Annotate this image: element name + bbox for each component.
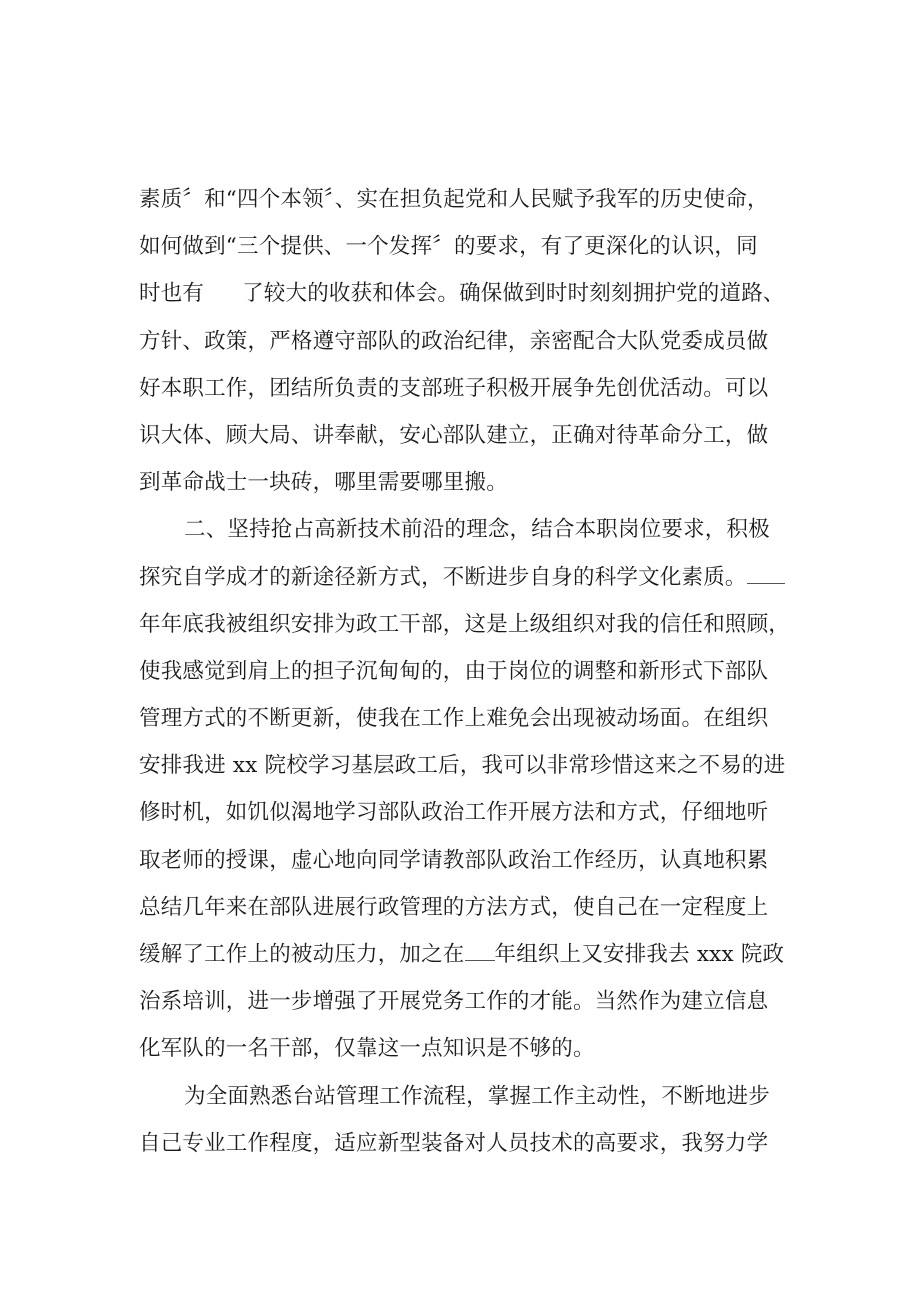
text-segment: 年组织上又安排我去 xxx 院政 [494, 942, 785, 967]
paragraph-start-line: 二、坚持抢占高新技术前沿的理念，结合本职岗位要求，积极 [184, 517, 770, 543]
text-line: 好本职工作，团结所负责的支部班子积极开展争先创优活动。可以 [139, 375, 769, 401]
text-segment: 探究自学成才的新途径新方式，不断进步自身的科学文化素质。 [139, 564, 747, 590]
text-segment: 了较大的收获和体会。确保做到时时刻刻拥护党的道路、 [242, 281, 785, 307]
text-line: 使我感觉到肩上的担子沉甸甸的，由于岗位的调整和新形式下部队 [139, 658, 769, 684]
text-line: 识大体、顾大局、讲奉献，安心部队建立，正确对待革命分工，做 [139, 422, 769, 448]
text-line: 素质〞和“四个本领〞、实在担负起党和人民赋予我军的历史使命， [139, 187, 769, 212]
text-line: 取老师的授课，虚心地向同学请教部队政治工作经历，认真地积累 [139, 847, 769, 873]
text-segment: 缓解了工作上的被动压力，加之在 [139, 942, 465, 967]
text-line [139, 270, 784, 317]
text-line: 安排我进 xx 院校学习基层政工后，我可以非常珍惜这来之不易的进 [139, 753, 786, 779]
text-line: 到革命战士一块砖，哪里需要哪里搬。 [139, 470, 508, 496]
text-segment: 时也有 [139, 281, 205, 307]
text-line: 如何做到“三个提供、一个发挥〞的要求，有了更深化的认识，同 [139, 234, 758, 260]
text-line: 总结几年来在部队进展行政管理的方法方式，使自己在一定程度上 [139, 894, 769, 920]
text-line: 方针、政策，严格遵守部队的政治纪律，亲密配合大队党委成员做 [139, 328, 769, 354]
text-line: 年年底我被组织安排为政工干部，这是上级组织对我的信任和照顾， [139, 611, 791, 637]
text-line: 管理方式的不断更新，使我在工作上难免会出现被动场面。在组织 [139, 706, 769, 732]
fill-in-blank [747, 565, 785, 584]
document-body [139, 176, 791, 1167]
paragraph-start-line: 为全面熟悉台站管理工作流程，掌握工作主动性，不断地进步 [184, 1083, 770, 1109]
text-line [139, 554, 784, 601]
text-line: 自己专业工作程度，适应新型装备对人员技术的高要求，我努力学 [139, 1130, 769, 1156]
fill-in-blank [465, 942, 495, 961]
text-line: 治系培训，进一步增强了开展党务工作的才能。当然作为建立信息 [139, 989, 769, 1015]
text-line: 修时机，如饥似渴地学习部队政治工作开展方法和方式，仔细地听 [139, 800, 769, 826]
text-line: 化军队的一名干部，仅靠这一点知识是不够的。 [139, 1036, 595, 1062]
text-line [139, 931, 784, 978]
